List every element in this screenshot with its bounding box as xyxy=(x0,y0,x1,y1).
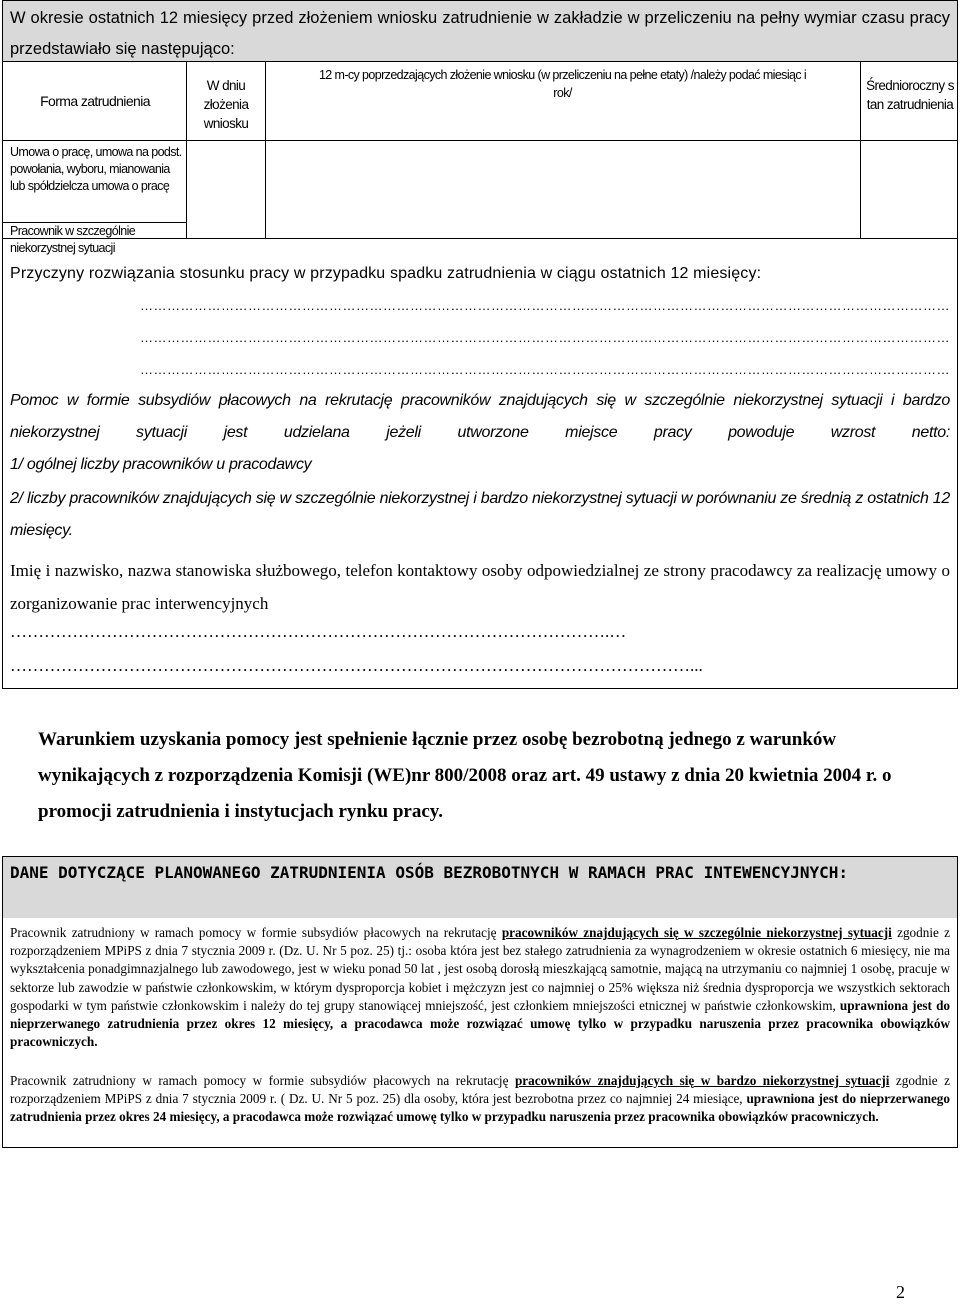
paragraph-text: zgodnie z rozporządzeniem MPiPS z dnia 7 stycznia 2009 r. (Dz. U. Nr 5 poz. 25) tj.: osoba która jest bez stałego zatrudnienia za wynagrodzeniem w okresie ostatnich 6 miesięcy, nie ma wykształcenia ponadgimnazjalnego lub zawodowego, jest w wieku ponad 50 lat , jest osobą dorosłą mieszkającą samotnie, mającą na utrzymaniu co najmniej 1 osobę, pracuje w sektorze lub zawodzie w państwie członkowskim, w którym dysproporcja kobiet i mężczyzn jest co najmniej o 25% większa niż średnia dysproporcja we wszystkich sektorach gospodarki w tym państwie członkowskim i należy do tej grupy stanowiącej mniejszość, jest członkiem mniejszości etnicznej w państwie członkowskim, xyxy=(10,925,950,1013)
reasons-label: Przyczyny rozwiązania stosunku pracy w przypadku spadku zatrudnienia w ciągu ostatnich 12 miesięcy: xyxy=(10,265,762,282)
planned-paragraph-1 xyxy=(10,924,950,1051)
aid-item-1: 1/ ogólnej liczby pracowników u pracodawcy xyxy=(10,456,312,473)
intro-text: W okresie ostatnich 12 miesięcy przed złożeniem wniosku zatrudnienie w zakładzie w przeliczeniu na pełny wymiar czasu pracy przedstawiało się następująco: xyxy=(10,9,950,58)
bold-clause: uprawniona jest do nieprzerwanego zatrudnienia przez okres 12 miesięcy, a pracodawca może rozwiązać umowę tylko w przypadku naruszenia przez pracownika obowiązków pracowniczych. xyxy=(10,997,950,1050)
underlined-term: pracowników znajdujących się w bardzo niekorzystnej sytuacji xyxy=(514,1073,890,1088)
planned-title: DANE DOTYCZĄCE PLANOWANEGO ZATRUDNIENIA OSÓB BEZROBOTNYCH W RAMACH PRAC INTEWENCYJNYCH: xyxy=(10,863,849,882)
row-label-contract: Umowa o pracę, umowa na podst. powołania, wyboru, mianowania lub spółdzielcza umowa o pracę xyxy=(10,145,182,193)
aid-item-2: 2/ liczby pracowników znajdujących się w szczególnie niekorzystnej i bardzo niekorzystnej sytuacji w porównaniu ze średnią z ostatnich 12 miesięcy. xyxy=(10,490,950,539)
table-divider xyxy=(186,62,187,239)
aid-paragraph: Pomoc w formie subsydiów płacowych na rekrutację pracowników znajdujących się w szczególnie niekorzystnej sytuacji i bardzo niekorzystnej sytuacji jest udzielana jeżeli utworzone miejsce pracy powoduje wzrost netto: xyxy=(10,392,950,441)
col-header-form: Forma zatrudnienia xyxy=(40,93,150,109)
contact-line: …………………………………………………………………………………………………………... xyxy=(10,656,703,675)
underlined-term: pracowników znajdujących się w szczególnie niekorzystnej sytuacji xyxy=(501,925,892,940)
table-divider xyxy=(860,62,861,239)
paragraph-text: Pracownik zatrudniony w ramach pomocy w formie subsydiów płacowych na rekrutację xyxy=(10,1073,515,1088)
paragraph-text: Pracownik zatrudniony w ramach pomocy w formie subsydiów płacowych na rekrutację xyxy=(10,925,502,940)
row-label-disadvantaged: Pracownik w szczególnie niekorzystnej sytuacji xyxy=(10,224,136,255)
table-header-rule xyxy=(2,140,958,141)
reasons-line: ……………………………………………………………………………………………………………………………………………………………… xyxy=(140,330,950,345)
col-header-months: 12 m-cy poprzedzających złożenie wniosku (w przeliczeniu na pełne etaty) /należy podać miesiąc i rok/ xyxy=(318,68,807,100)
contact-line: …………………………………………………………………………………………….… xyxy=(10,622,627,641)
planned-paragraph-2 xyxy=(10,1072,950,1127)
condition-text: Warunkiem uzyskania pomocy jest spełnienie łącznie przez osobę bezrobotną jednego z warunków wynikających z rozporządzenia Komisji (WE)nr 800/2008 oraz art. 49 ustawy z dnia 20 kwietnia 2004 r. o promocji zatrudnienia i instytucjach rynku pracy. xyxy=(38,729,892,822)
paragraph-text: zgodnie z rozporządzeniem MPiPS z dnia 7 stycznia 2009 r. ( Dz. U. Nr 5 poz. 25) dla osoby, która jest bezrobotna przez co najmniej 24 miesiące, xyxy=(10,1073,950,1107)
col-header-average: Średnioroczny stan zatrudnienia xyxy=(866,78,954,112)
page-number: 2 xyxy=(896,1282,905,1302)
table-divider xyxy=(265,62,266,239)
reasons-line: ……………………………………………………………………………………………………………………………………………………………… xyxy=(140,362,950,377)
bold-clause: uprawniona jest do nieprzerwanego zatrudnienia przez okres 24 miesięcy, a pracodawca może rozwiązać umowę tylko w przypadku naruszenia przez pracownika obowiązków pracowniczych. xyxy=(10,1091,950,1125)
col-header-day: W dniu złożenia wniosku xyxy=(203,78,249,131)
contact-label: Imię i nazwisko, nazwa stanowiska służbowego, telefon kontaktowy osoby odpowiedzialnej ze strony pracodawcy za realizację umowy o zorganizowanie prac interwencyjnych xyxy=(10,561,950,613)
reasons-line: ……………………………………………………………………………………………………………………………………………………………… xyxy=(140,298,950,313)
